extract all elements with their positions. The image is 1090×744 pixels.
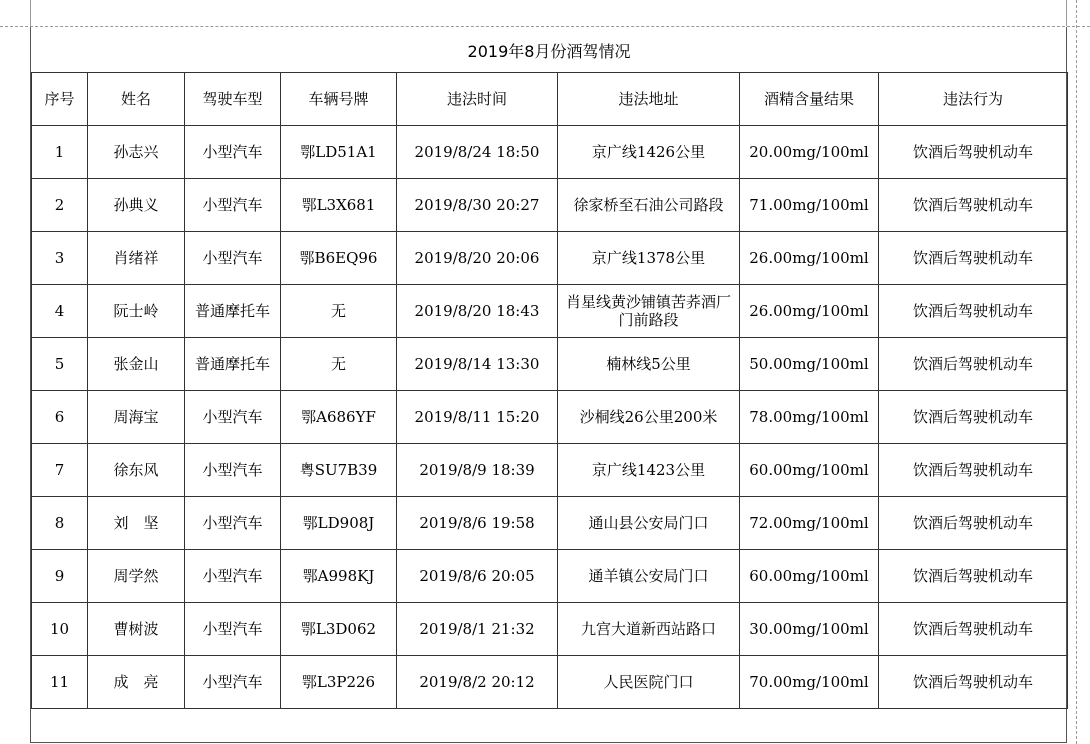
cell-name[interactable]: 肖绪祥 bbox=[88, 232, 185, 285]
cell-vehicle-type[interactable]: 小型汽车 bbox=[185, 550, 281, 603]
cell-index[interactable]: 10 bbox=[32, 603, 88, 656]
header-row bbox=[32, 73, 1068, 126]
cell-time[interactable]: 2019/8/30 20:27 bbox=[397, 179, 558, 232]
cell-name[interactable]: 曹树波 bbox=[88, 603, 185, 656]
cell-index[interactable]: 1 bbox=[32, 126, 88, 179]
cell-vehicle-type[interactable]: 小型汽车 bbox=[185, 656, 281, 709]
cell-vehicle-type[interactable]: 小型汽车 bbox=[185, 444, 281, 497]
cell-violation[interactable]: 饮酒后驾驶机动车 bbox=[879, 126, 1068, 179]
cell-plate[interactable]: 无 bbox=[281, 285, 397, 338]
cell-violation[interactable]: 饮酒后驾驶机动车 bbox=[879, 656, 1068, 709]
cell-index[interactable]: 8 bbox=[32, 497, 88, 550]
header-vehicle-type[interactable]: 驾驶车型 bbox=[185, 73, 281, 126]
cell-name[interactable]: 孙典义 bbox=[88, 179, 185, 232]
header-time[interactable]: 违法时间 bbox=[397, 73, 558, 126]
cell-plate[interactable]: 无 bbox=[281, 338, 397, 391]
cell-time[interactable]: 2019/8/20 20:06 bbox=[397, 232, 558, 285]
cell-time[interactable]: 2019/8/11 15:20 bbox=[397, 391, 558, 444]
cell-vehicle-type[interactable]: 普通摩托车 bbox=[185, 338, 281, 391]
table-row bbox=[32, 656, 1068, 709]
cell-plate[interactable]: 鄂B6EQ96 bbox=[281, 232, 397, 285]
cell-index[interactable]: 6 bbox=[32, 391, 88, 444]
cell-name[interactable]: 周学然 bbox=[88, 550, 185, 603]
cell-time[interactable]: 2019/8/9 18:39 bbox=[397, 444, 558, 497]
cell-alcohol[interactable]: 60.00mg/100ml bbox=[740, 444, 879, 497]
cell-alcohol[interactable]: 30.00mg/100ml bbox=[740, 603, 879, 656]
cell-alcohol[interactable]: 50.00mg/100ml bbox=[740, 338, 879, 391]
cell-violation[interactable]: 饮酒后驾驶机动车 bbox=[879, 444, 1068, 497]
sheet-title[interactable]: 2019年8月份酒驾情况 bbox=[467, 41, 631, 61]
cell-alcohol[interactable]: 72.00mg/100ml bbox=[740, 497, 879, 550]
table-row bbox=[32, 603, 1068, 656]
table-row bbox=[32, 550, 1068, 603]
cell-index[interactable]: 3 bbox=[32, 232, 88, 285]
cell-name[interactable]: 周海宝 bbox=[88, 391, 185, 444]
cell-violation[interactable]: 饮酒后驾驶机动车 bbox=[879, 603, 1068, 656]
cell-address[interactable]: 沙桐线26公里200米 bbox=[558, 391, 740, 444]
cell-time[interactable]: 2019/8/6 19:58 bbox=[397, 497, 558, 550]
cell-vehicle-type[interactable]: 小型汽车 bbox=[185, 497, 281, 550]
table-row bbox=[32, 497, 1068, 550]
cell-vehicle-type[interactable]: 小型汽车 bbox=[185, 179, 281, 232]
cell-index[interactable]: 11 bbox=[32, 656, 88, 709]
cell-index[interactable]: 9 bbox=[32, 550, 88, 603]
cell-vehicle-type[interactable]: 小型汽车 bbox=[185, 232, 281, 285]
cell-plate[interactable]: 鄂A998KJ bbox=[281, 550, 397, 603]
header-address[interactable]: 违法地址 bbox=[558, 73, 740, 126]
cell-violation[interactable]: 饮酒后驾驶机动车 bbox=[879, 550, 1068, 603]
cell-vehicle-type[interactable]: 小型汽车 bbox=[185, 391, 281, 444]
cell-plate[interactable]: 鄂LD51A1 bbox=[281, 126, 397, 179]
cell-plate[interactable]: 鄂L3X681 bbox=[281, 179, 397, 232]
table-row bbox=[32, 285, 1068, 338]
table-row bbox=[32, 444, 1068, 497]
cell-address[interactable]: 通山县公安局门口 bbox=[558, 497, 740, 550]
cell-plate[interactable]: 鄂L3D062 bbox=[281, 603, 397, 656]
cell-plate[interactable]: 鄂A686YF bbox=[281, 391, 397, 444]
cell-violation[interactable]: 饮酒后驾驶机动车 bbox=[879, 338, 1068, 391]
page-guide-right bbox=[1076, 0, 1077, 744]
cell-index[interactable]: 7 bbox=[32, 444, 88, 497]
cell-alcohol[interactable]: 70.00mg/100ml bbox=[740, 656, 879, 709]
cell-name[interactable]: 成 亮 bbox=[88, 656, 185, 709]
cell-index[interactable]: 4 bbox=[32, 285, 88, 338]
drunk-driving-table bbox=[31, 72, 1068, 709]
cell-name[interactable]: 阮士岭 bbox=[88, 285, 185, 338]
cell-time[interactable]: 2019/8/20 18:43 bbox=[397, 285, 558, 338]
table-row bbox=[32, 338, 1068, 391]
cell-time[interactable]: 2019/8/2 20:12 bbox=[397, 656, 558, 709]
cell-address[interactable]: 通羊镇公安局门口 bbox=[558, 550, 740, 603]
cell-violation[interactable]: 饮酒后驾驶机动车 bbox=[879, 232, 1068, 285]
page-guide-left-top bbox=[30, 0, 31, 26]
cell-plate[interactable]: 鄂L3P226 bbox=[281, 656, 397, 709]
cell-address[interactable]: 楠林线5公里 bbox=[558, 338, 740, 391]
header-index[interactable]: 序号 bbox=[32, 73, 88, 126]
cell-name[interactable]: 张金山 bbox=[88, 338, 185, 391]
cell-address[interactable]: 京广线1423公里 bbox=[558, 444, 740, 497]
cell-vehicle-type[interactable]: 普通摩托车 bbox=[185, 285, 281, 338]
table-row bbox=[32, 126, 1068, 179]
cell-name[interactable]: 徐东风 bbox=[88, 444, 185, 497]
cell-address[interactable]: 九宫大道新西站路口 bbox=[558, 603, 740, 656]
cell-alcohol[interactable]: 60.00mg/100ml bbox=[740, 550, 879, 603]
cell-vehicle-type[interactable]: 小型汽车 bbox=[185, 126, 281, 179]
cell-alcohol[interactable]: 78.00mg/100ml bbox=[740, 391, 879, 444]
cell-address[interactable]: 徐家桥至石油公司路段 bbox=[558, 179, 740, 232]
cell-violation[interactable]: 饮酒后驾驶机动车 bbox=[879, 391, 1068, 444]
cell-alcohol[interactable]: 71.00mg/100ml bbox=[740, 179, 879, 232]
cell-address[interactable]: 京广线1378公里 bbox=[558, 232, 740, 285]
cell-plate[interactable]: 粤SU7B39 bbox=[281, 444, 397, 497]
header-violation[interactable]: 违法行为 bbox=[879, 73, 1068, 126]
cell-time[interactable]: 2019/8/24 18:50 bbox=[397, 126, 558, 179]
cell-time[interactable]: 2019/8/6 20:05 bbox=[397, 550, 558, 603]
cell-address[interactable]: 京广线1426公里 bbox=[558, 126, 740, 179]
header-alcohol[interactable]: 酒精含量结果 bbox=[740, 73, 879, 126]
table-row bbox=[32, 391, 1068, 444]
cell-violation[interactable]: 饮酒后驾驶机动车 bbox=[879, 497, 1068, 550]
cell-alcohol[interactable]: 26.00mg/100ml bbox=[740, 285, 879, 338]
header-name[interactable]: 姓名 bbox=[88, 73, 185, 126]
cell-violation[interactable]: 饮酒后驾驶机动车 bbox=[879, 179, 1068, 232]
table-body bbox=[32, 126, 1068, 709]
table-row bbox=[32, 232, 1068, 285]
cell-index[interactable]: 2 bbox=[32, 179, 88, 232]
cell-name[interactable]: 刘 坚 bbox=[88, 497, 185, 550]
cell-address[interactable]: 人民医院门口 bbox=[558, 656, 740, 709]
cell-alcohol[interactable]: 26.00mg/100ml bbox=[740, 232, 879, 285]
header-plate[interactable]: 车辆号牌 bbox=[281, 73, 397, 126]
cell-name[interactable]: 孙志兴 bbox=[88, 126, 185, 179]
table-row bbox=[32, 179, 1068, 232]
cell-plate[interactable]: 鄂LD908J bbox=[281, 497, 397, 550]
page-guide-right-top bbox=[1066, 0, 1067, 26]
cell-alcohol[interactable]: 20.00mg/100ml bbox=[740, 126, 879, 179]
cell-index[interactable]: 5 bbox=[32, 338, 88, 391]
cell-address[interactable]: 肖星线黄沙铺镇苦荞酒厂门前路段 bbox=[558, 285, 740, 338]
cell-time[interactable]: 2019/8/14 13:30 bbox=[397, 338, 558, 391]
cell-time[interactable]: 2019/8/1 21:32 bbox=[397, 603, 558, 656]
cell-vehicle-type[interactable]: 小型汽车 bbox=[185, 603, 281, 656]
cell-violation[interactable]: 饮酒后驾驶机动车 bbox=[879, 285, 1068, 338]
